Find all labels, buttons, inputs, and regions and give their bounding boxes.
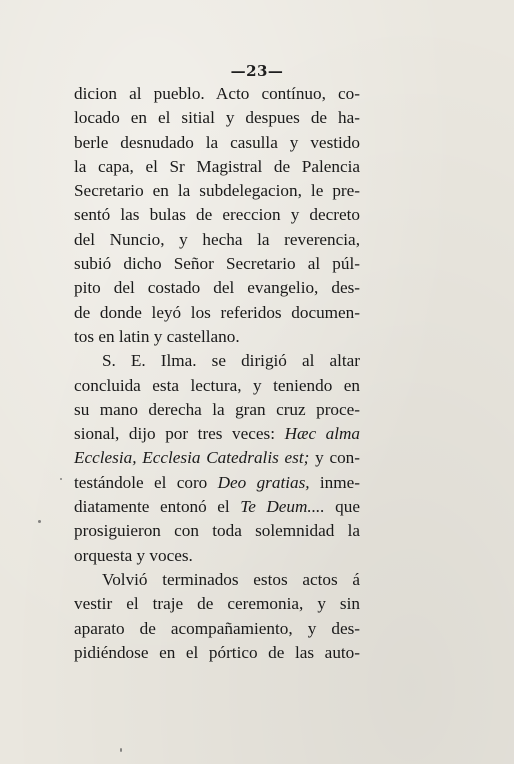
text-line xyxy=(74,179,360,203)
line-text: la capa, el Sr Magistral de Palencia xyxy=(74,156,360,176)
line-text: diatamente entonó el xyxy=(74,497,230,517)
latin-phrase: Hæc alma xyxy=(284,424,360,444)
line-text: del Nuncio, y hecha la reverencia, xyxy=(74,229,360,249)
text-line xyxy=(74,519,360,543)
page-number: —23— xyxy=(230,62,284,80)
text-line xyxy=(74,301,360,325)
text-line xyxy=(74,106,360,130)
text-line xyxy=(74,471,360,495)
line-text: sional, dijo por tres veces: xyxy=(74,424,275,444)
line-text: y con- xyxy=(315,448,360,468)
text-line xyxy=(74,228,360,252)
ink-speck xyxy=(60,478,62,480)
line-text: subió dicho Señor Secretario al púl- xyxy=(74,254,360,274)
line-text: su mano derecha la gran cruz proce- xyxy=(74,399,360,419)
line-text: S. E. Ilma. se dirigió al altar xyxy=(102,351,360,371)
text-line xyxy=(74,276,360,300)
text-line xyxy=(74,374,360,398)
text-line xyxy=(74,446,360,470)
ink-speck xyxy=(38,520,41,523)
line-text: berle desnudado la casulla y vestido xyxy=(74,132,360,152)
text-line xyxy=(74,155,360,179)
line-text: Volvió terminados estos actos á xyxy=(102,569,360,589)
line-text: locado en el sitial y despues de ha- xyxy=(74,108,360,128)
line-text: Secretario en la subdelegacion, le pre- xyxy=(74,181,360,201)
line-text: pidiéndose en el pórtico de las auto- xyxy=(74,642,360,662)
ink-speck xyxy=(120,748,122,752)
text-line xyxy=(74,82,360,106)
text-line xyxy=(74,568,360,592)
line-text: vestir el traje de ceremonia, y sin xyxy=(74,594,360,614)
text-line xyxy=(74,398,360,422)
line-text: sentó las bulas de ereccion y decreto xyxy=(74,205,360,225)
body-text xyxy=(74,82,360,665)
text-line xyxy=(74,349,360,373)
line-text: testándole el coro xyxy=(74,472,208,492)
line-text: dicion al pueblo. Acto contínuo, co- xyxy=(74,84,360,103)
line-text: orquesta y voces. xyxy=(74,545,193,565)
latin-phrase: Te Deum.... xyxy=(240,497,325,517)
text-line xyxy=(74,131,360,155)
line-text: de donde leyó los referidos documen- xyxy=(74,302,360,322)
text-line xyxy=(74,617,360,641)
text-line xyxy=(74,592,360,616)
latin-phrase: Deo gratias, xyxy=(217,472,310,492)
text-line xyxy=(74,325,360,349)
latin-phrase: Ecclesia, Ecclesia Catedralis est; xyxy=(74,448,310,468)
line-text: que xyxy=(335,497,360,517)
text-line xyxy=(74,252,360,276)
line-text: aparato de acompañamiento, y des- xyxy=(74,618,360,638)
line-text: tos en latin y castellano. xyxy=(74,326,240,346)
line-text: pito del costado del evangelio, des- xyxy=(74,278,360,298)
line-text: inme- xyxy=(319,472,360,492)
text-line xyxy=(74,544,360,568)
text-line xyxy=(74,641,360,665)
text-line xyxy=(74,422,360,446)
line-text: concluida esta lectura, y teniendo en xyxy=(74,375,360,395)
line-text: prosiguieron con toda solemnidad la xyxy=(74,521,360,541)
text-line xyxy=(74,203,360,227)
text-line xyxy=(74,495,360,519)
